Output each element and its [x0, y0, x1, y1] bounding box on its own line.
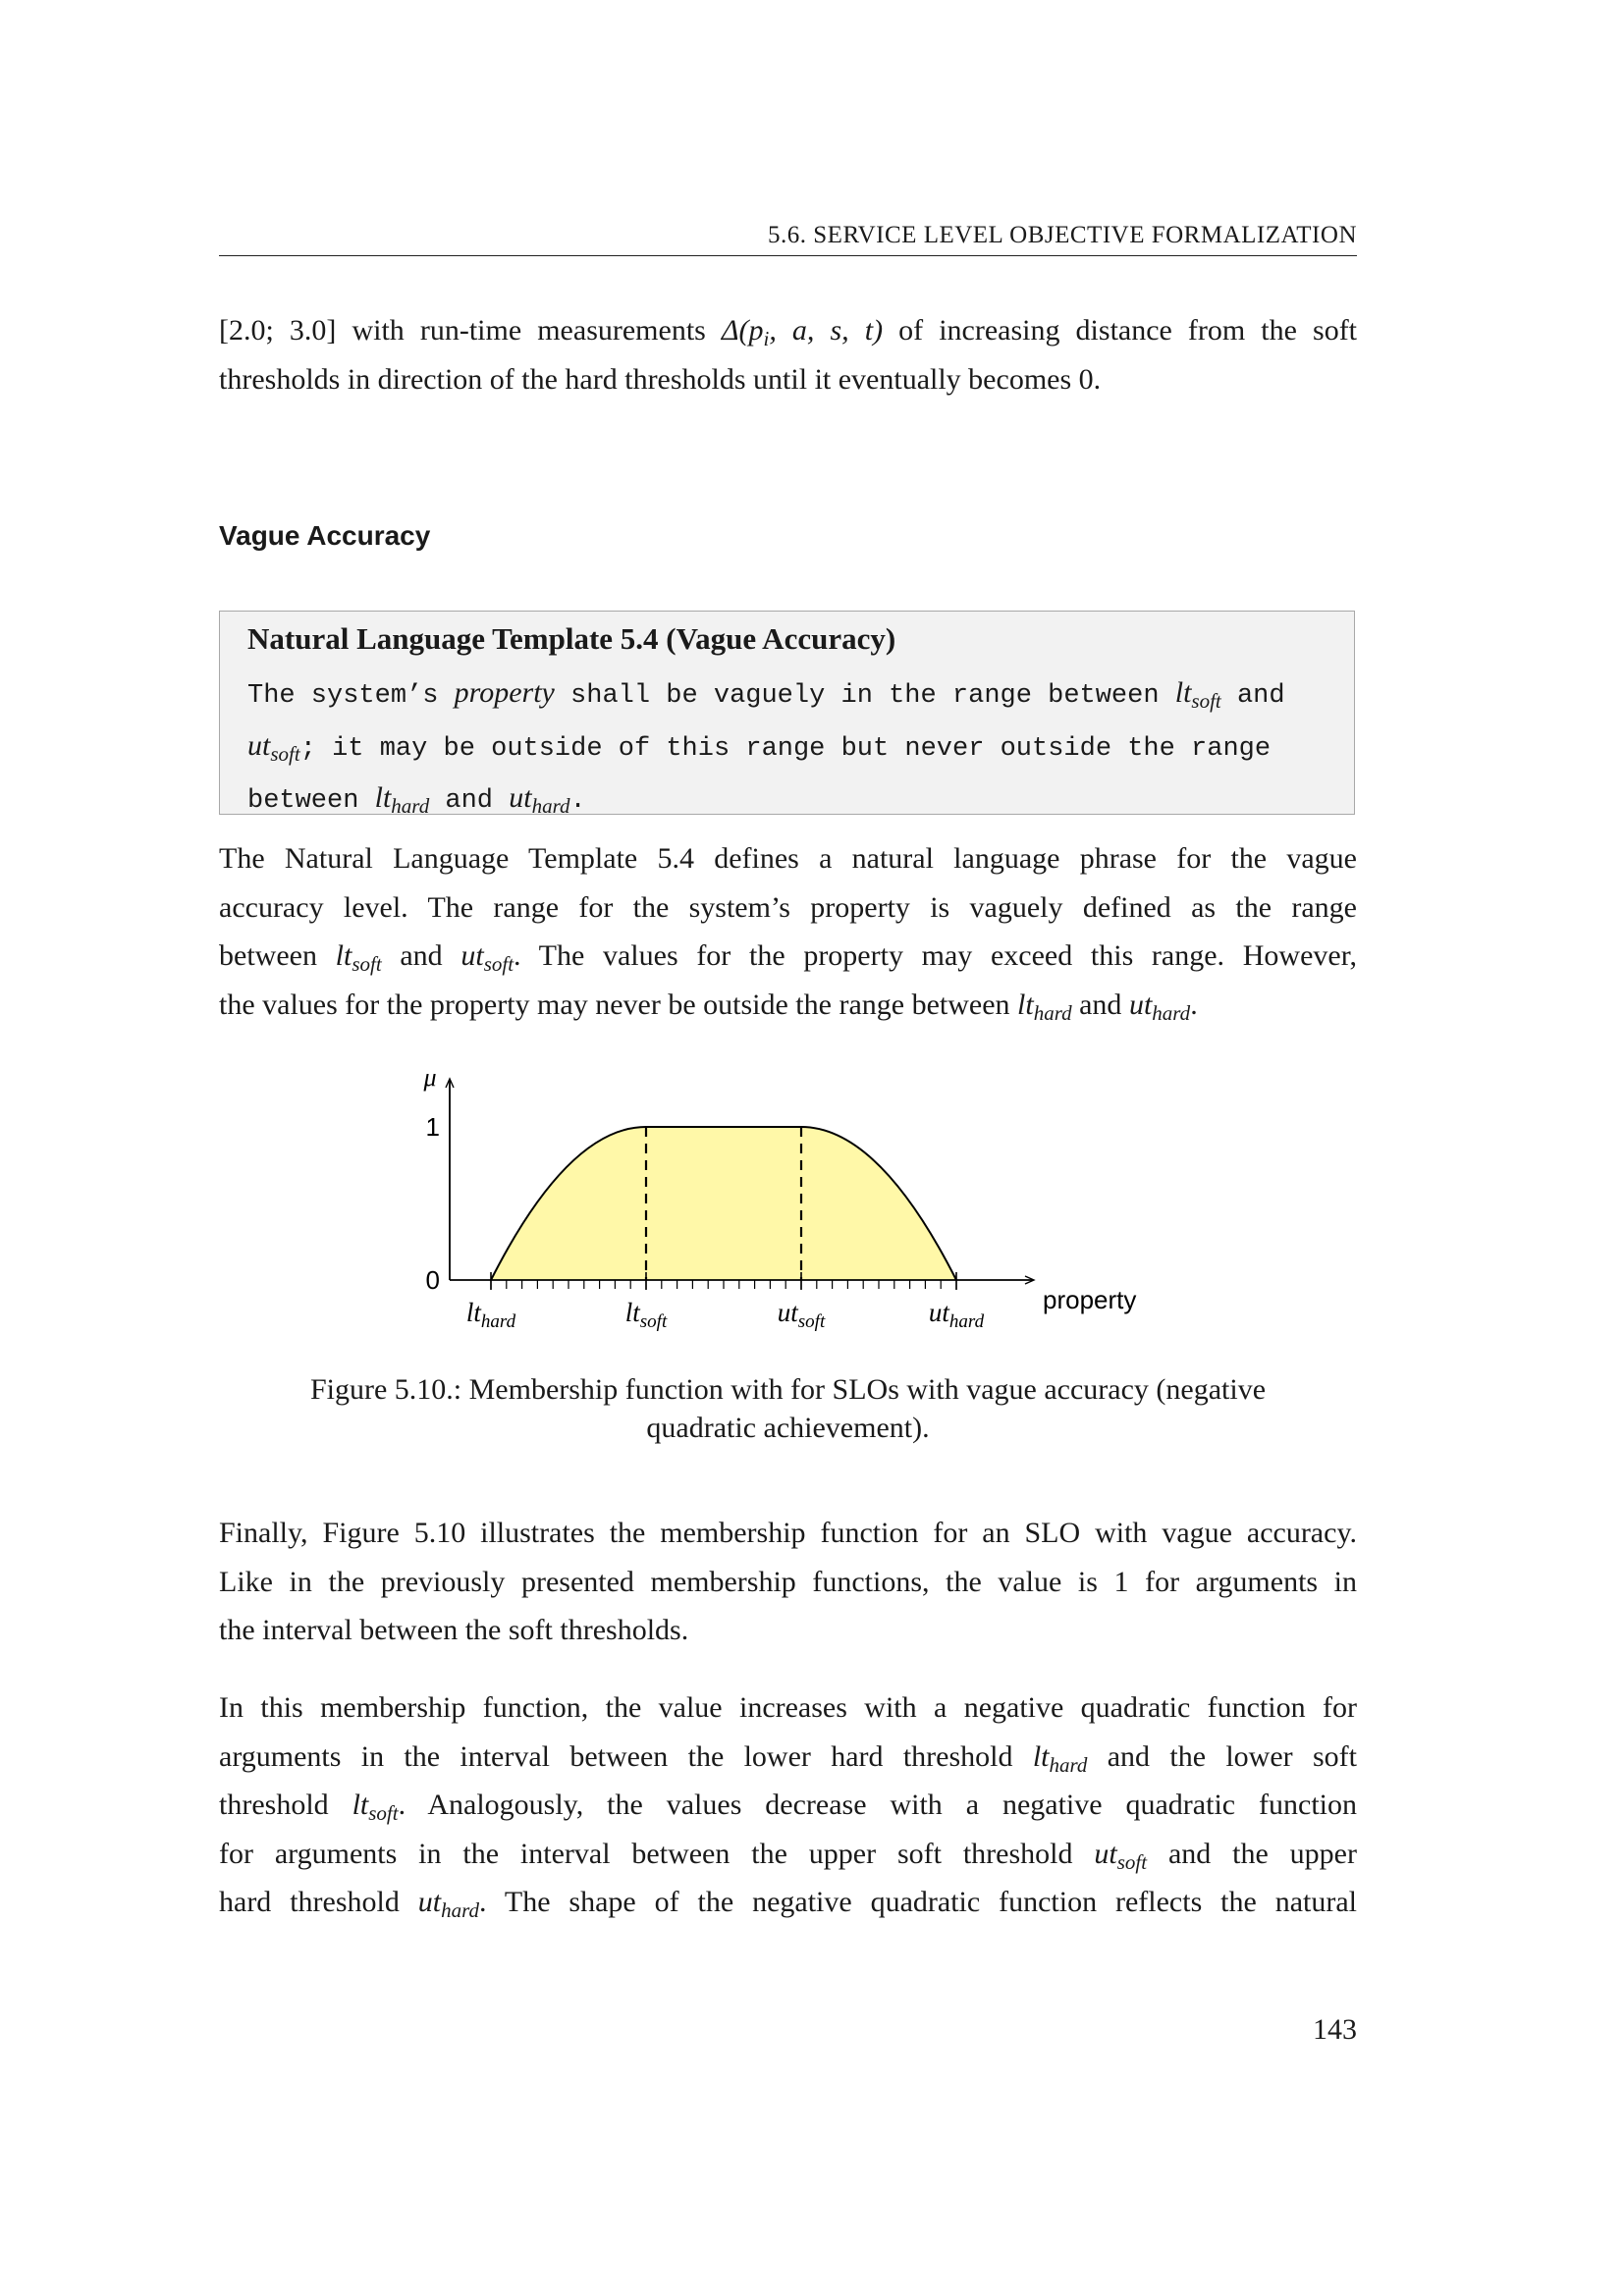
- text-line: [219, 306, 1357, 355]
- text-run: the values for the property may never be outside the range between: [219, 988, 1018, 1021]
- math-subscript: hard: [441, 1898, 480, 1922]
- text-line: accuracy level. The range for the system’s property is vaguely defined as the range: [219, 890, 1357, 924]
- text-line: [219, 1830, 1357, 1879]
- text-run: ; it may be outside of this range but never outside the range: [299, 733, 1272, 764]
- membership-chart: [393, 1062, 1178, 1347]
- figure-caption: [219, 1370, 1357, 1447]
- text-run: shall be vaguely in the range between: [554, 681, 1175, 711]
- text-line: The Natural Language Template 5.4 defines a natural language phrase for the vague: [219, 842, 1357, 875]
- text-run: between: [219, 939, 336, 972]
- math-run: ut: [460, 939, 484, 972]
- text-run: hard threshold: [219, 1886, 418, 1918]
- text-run: and: [429, 786, 510, 816]
- text-run: [2.0; 3.0] with run-time measurements: [219, 314, 722, 347]
- text-line: [219, 1878, 1357, 1927]
- text-run: .: [1190, 988, 1198, 1021]
- caption-line: quadratic achievement).: [646, 1412, 930, 1444]
- text-run: and the upper: [1147, 1837, 1357, 1870]
- paragraph-quadratic-shape: [219, 1683, 1357, 1927]
- math-subscript: soft: [352, 952, 382, 976]
- math-subscript: hard: [1049, 1752, 1088, 1777]
- math-subscript: hard: [1152, 1000, 1191, 1025]
- math-subscript: i: [763, 327, 770, 350]
- math-run: lt: [352, 1789, 369, 1821]
- x-tick-label: $ut_{soft}$: [777, 1298, 826, 1332]
- math-subscript: hard: [531, 794, 570, 818]
- paragraph-template-description: [219, 834, 1357, 1029]
- template-title: Natural Language Template 5.4 (Vague Accuracy): [247, 621, 896, 656]
- math-subscript: soft: [368, 1801, 399, 1825]
- text-line: [219, 981, 1357, 1030]
- x-tick-label: $ut_{hard}$: [928, 1298, 985, 1332]
- math-run: lt: [335, 939, 352, 972]
- math-subscript: soft: [483, 952, 514, 976]
- running-header: 5.6. SERVICE LEVEL OBJECTIVE FORMALIZATION: [768, 222, 1357, 248]
- intro-paragraph: [219, 306, 1357, 403]
- caption-line: Figure 5.10.: Membership function with for SLOs with vague accuracy (negative: [309, 1373, 1267, 1406]
- template-line: [247, 774, 1327, 827]
- template-box: [219, 611, 1355, 818]
- text-line: Finally, Figure 5.10 illustrates the membership function for an SLO with vague accuracy.: [219, 1517, 1357, 1549]
- y-tick-label: 1: [425, 1112, 440, 1142]
- section-heading: Vague Accuracy: [219, 520, 431, 551]
- text-line: In this membership function, the value increases with a negative quadratic function for: [219, 1691, 1357, 1724]
- membership-area: [491, 1127, 956, 1280]
- text-run: arguments in the interval between the lower hard threshold: [219, 1739, 1033, 1773]
- text-run: of increasing distance from the soft: [883, 314, 1358, 347]
- text-run: . Analogously, the values decrease with a negative quadratic function: [398, 1789, 1357, 1821]
- math-run: ut: [1094, 1837, 1117, 1870]
- math-run: lt: [1032, 1739, 1050, 1773]
- math-run: lt: [374, 781, 392, 814]
- math-subscript: hard: [391, 794, 430, 818]
- math-run: ut: [509, 781, 532, 814]
- text-line: [219, 1781, 1357, 1830]
- template-line: [247, 721, 1327, 774]
- text-line: thresholds in direction of the hard thresholds until it eventually becomes 0.: [219, 362, 1102, 396]
- x-tick-label: $lt_{soft}$: [624, 1298, 668, 1332]
- text-run: . The shape of the negative quadratic function reflects the natural: [479, 1886, 1357, 1918]
- text-run: .: [569, 786, 586, 816]
- text-run: and: [381, 939, 461, 972]
- x-tick-label: $lt_{hard}$: [465, 1298, 516, 1332]
- math-run: ut: [247, 728, 271, 762]
- template-line: [247, 668, 1327, 721]
- template-body: [247, 668, 1327, 827]
- math-delta: [721, 314, 884, 350]
- text-line: Like in the previously presented membership functions, the value is 1 for arguments in: [219, 1565, 1357, 1598]
- math-run: lt: [1174, 676, 1192, 709]
- math-run: ut: [417, 1886, 442, 1918]
- y-tick-label: 0: [425, 1265, 440, 1295]
- math-subscript: hard: [1033, 1000, 1072, 1025]
- math-run: property: [454, 676, 555, 709]
- y-axis-label: μ: [423, 1063, 437, 1092]
- math-subscript: soft: [1116, 1849, 1148, 1874]
- text-run: and: [1071, 988, 1129, 1021]
- paragraph-figure-explanation: [219, 1509, 1357, 1655]
- math-run: Δ(p: [721, 314, 764, 347]
- text-run: for arguments in the interval between the upper soft threshold: [219, 1837, 1095, 1870]
- text-run: between: [247, 786, 375, 816]
- membership-function-figure: [393, 1062, 1178, 1347]
- text-run: The system’s: [247, 681, 455, 711]
- math-run: lt: [1017, 988, 1034, 1021]
- text-line: [219, 1733, 1357, 1782]
- math-subscript: soft: [270, 741, 300, 766]
- text-line: the interval between the soft thresholds.: [219, 1614, 689, 1646]
- text-run: and the lower soft: [1087, 1739, 1357, 1773]
- text-run: threshold: [219, 1789, 352, 1821]
- header-rule: [219, 255, 1357, 256]
- math-run: ut: [1128, 988, 1153, 1021]
- text-line: [219, 932, 1357, 981]
- x-axis-label: property: [1043, 1285, 1137, 1314]
- text-run: and: [1220, 681, 1285, 711]
- math-run: , a, s, t): [769, 314, 884, 347]
- math-subscript: soft: [1191, 689, 1221, 713]
- page-number: 143: [1313, 2013, 1357, 2046]
- text-run: . The values for the property may exceed this range. However,: [514, 939, 1357, 972]
